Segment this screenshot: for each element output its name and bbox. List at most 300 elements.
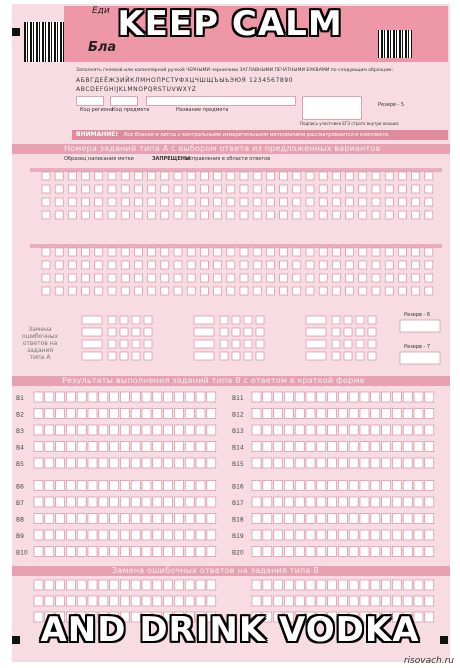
b-answer-cell (403, 409, 412, 419)
b-answer-cell (120, 409, 129, 419)
b-answer-cell (207, 497, 216, 507)
b-answer-cell (295, 409, 304, 419)
answer-cell (319, 248, 327, 256)
answer-cell (253, 287, 261, 295)
answer-cell (398, 211, 406, 219)
replace-cell (232, 340, 240, 348)
replace-cell (220, 328, 228, 336)
answer-cell (42, 287, 50, 295)
b-replace-cell (196, 596, 205, 606)
replace-cell (144, 316, 152, 324)
b-answer-cell (34, 514, 43, 524)
b-answer-cell (403, 425, 412, 435)
answer-cell (412, 211, 420, 219)
header-top-text: Еди (92, 6, 110, 16)
answer-cell (266, 211, 274, 219)
b-answer-cell (66, 392, 75, 402)
b-answer-cell (274, 442, 283, 452)
b-replace-cell (306, 596, 315, 606)
replace-cell (368, 340, 376, 348)
answer-cell (306, 211, 314, 219)
answer-cell (187, 211, 195, 219)
answer-cell (121, 248, 129, 256)
b-replace-cell (45, 580, 54, 590)
b-answer-cell (403, 497, 412, 507)
answer-cell (200, 287, 208, 295)
answer-cell (372, 287, 380, 295)
answer-cell (68, 211, 76, 219)
b-answer-cell (153, 547, 162, 557)
answer-cell (398, 287, 406, 295)
answer-cell (253, 211, 261, 219)
b-answer-cell (110, 442, 119, 452)
answer-cell (319, 287, 327, 295)
answer-cell (148, 172, 156, 180)
b-answer-cell (45, 458, 54, 468)
b-answer-cell (164, 458, 173, 468)
b-answer-cell (360, 497, 369, 507)
answer-cell (68, 172, 76, 180)
answer-cell (280, 248, 288, 256)
answer-cell (280, 261, 288, 269)
b-answer-cell (131, 409, 140, 419)
b-replace-cell (284, 580, 293, 590)
b-answer-cell (263, 458, 272, 468)
replace-cell (132, 340, 140, 348)
answer-cell (332, 274, 340, 282)
answer-cell (306, 287, 314, 295)
b-answer-cell (360, 392, 369, 402)
b-answer-cell (66, 497, 75, 507)
answer-cell (372, 261, 380, 269)
b-answer-cell (284, 458, 293, 468)
b-answer-cell (252, 458, 261, 468)
b-answer-cell (252, 409, 261, 419)
b-answer-cell (338, 530, 347, 540)
b-answer-cell (99, 392, 108, 402)
b-answer-cell (328, 425, 337, 435)
reserve6-label: Резерв - 6 (404, 312, 431, 318)
b-answer-cell (306, 409, 315, 419)
answer-cell (42, 198, 50, 206)
answer-cell (412, 261, 420, 269)
b-answer-cell (252, 392, 261, 402)
replace-cell (356, 352, 364, 360)
b-answer-cell (349, 425, 358, 435)
answer-cell (240, 261, 248, 269)
answer-cell (346, 274, 354, 282)
answer-cell (214, 211, 222, 219)
answer-cell (134, 172, 142, 180)
b-answer-cell (142, 458, 151, 468)
b-answer-cell (295, 514, 304, 524)
b-answer-cell (414, 409, 423, 419)
replace-number-box (306, 316, 326, 324)
b-answer-cell (88, 392, 97, 402)
b-answer-cell (164, 442, 173, 452)
b-answer-cell (185, 425, 194, 435)
b-answer-cell (382, 409, 391, 419)
b-answer-cell (382, 442, 391, 452)
answer-cell (425, 248, 433, 256)
answer-cell (306, 261, 314, 269)
b-replace-cell (131, 580, 140, 590)
b-row-label: B3 (16, 428, 24, 435)
reserve7-box (400, 352, 440, 364)
b-answer-cell (142, 481, 151, 491)
b-answer-cell (45, 514, 54, 524)
b-answer-cell (164, 547, 173, 557)
replace-cell (356, 340, 364, 348)
b-replace-cell (66, 580, 75, 590)
b-answer-cell (88, 497, 97, 507)
b-answer-cell (317, 442, 326, 452)
b-answer-cell (66, 425, 75, 435)
b-replace-cell (77, 580, 86, 590)
b-answer-cell (371, 392, 380, 402)
replace-number-box (194, 340, 214, 348)
region-code-label: Код региона (80, 107, 114, 113)
b-answer-cell (403, 547, 412, 557)
b-answer-cell (142, 442, 151, 452)
replace-cell (356, 328, 364, 336)
answer-cell (121, 274, 129, 282)
b-answer-cell (252, 442, 261, 452)
b-replace-cell (252, 596, 261, 606)
b-answer-cell (284, 514, 293, 524)
answer-cell (55, 274, 63, 282)
b-answer-cell (66, 458, 75, 468)
answer-cell (293, 198, 301, 206)
b-answer-cell (131, 547, 140, 557)
b-answer-cell (131, 481, 140, 491)
b-answer-cell (77, 409, 86, 419)
answer-cell (200, 172, 208, 180)
watermark: risovach.ru (403, 656, 454, 666)
b-answer-cell (349, 458, 358, 468)
b-answer-cell (77, 425, 86, 435)
b-replace-cell (263, 580, 272, 590)
answer-cell (240, 211, 248, 219)
answer-cell (174, 261, 182, 269)
b-answer-cell (142, 425, 151, 435)
answer-cell (134, 261, 142, 269)
b-answer-cell (414, 392, 423, 402)
b-answer-cell (185, 458, 194, 468)
b-answer-cell (317, 547, 326, 557)
b-answer-cell (207, 547, 216, 557)
answer-cell (200, 211, 208, 219)
b-answer-cell (317, 481, 326, 491)
b-answer-cell (153, 481, 162, 491)
b-row-label: B12 (232, 411, 244, 419)
b-answer-cell (196, 458, 205, 468)
b-answer-cell (274, 458, 283, 468)
b-answer-cell (328, 458, 337, 468)
b-answer-cell (306, 392, 315, 402)
warning-text: Все бланки и листы с контрольными измерительными материалами рассматриваются в комплекте. (124, 132, 390, 138)
b-answer-cell (263, 392, 272, 402)
b-answer-cell (425, 425, 434, 435)
b-answer-cell (196, 530, 205, 540)
b-answer-cell (153, 530, 162, 540)
answer-cell (293, 185, 301, 193)
b-answer-cell (382, 392, 391, 402)
b-answer-cell (284, 425, 293, 435)
answer-cell (266, 261, 274, 269)
b-answer-cell (317, 514, 326, 524)
b-answer-cell (207, 425, 216, 435)
answer-cell (240, 172, 248, 180)
answer-cell (121, 211, 129, 219)
b-row-label: B8 (16, 516, 24, 524)
b-answer-cell (425, 497, 434, 507)
b-row-label: B4 (16, 444, 24, 452)
b-replace-cell (207, 596, 216, 606)
b-answer-cell (66, 442, 75, 452)
answer-cell (227, 185, 235, 193)
answer-cell (412, 274, 420, 282)
b-answer-cell (371, 425, 380, 435)
answer-cell (161, 261, 169, 269)
replace-cell (120, 340, 128, 348)
b-answer-cell (295, 547, 304, 557)
reserve7-label: Резерв - 7 (404, 344, 431, 350)
b-answer-cell (295, 458, 304, 468)
b-answer-cell (120, 547, 129, 557)
answer-cell (134, 248, 142, 256)
answer-cell (187, 274, 195, 282)
b-answer-cell (360, 514, 369, 524)
b-answer-cell (414, 514, 423, 524)
b-answer-cell (263, 442, 272, 452)
replace-number-box (194, 328, 214, 336)
b-answer-cell (425, 458, 434, 468)
b-answer-cell (338, 497, 347, 507)
meme-bottom-caption: AND DRINK VODKA (40, 610, 420, 650)
b-answer-cell (306, 442, 315, 452)
b-answer-cell (392, 409, 401, 419)
b-answer-cell (110, 530, 119, 540)
b-answer-cell (142, 547, 151, 557)
b-answer-cell (349, 514, 358, 524)
b-row-label: B20 (232, 549, 244, 557)
answer-cell (319, 185, 327, 193)
answer-cell (346, 261, 354, 269)
b-replace-cell (338, 596, 347, 606)
b-answer-cell (284, 530, 293, 540)
b-answer-cell (263, 481, 272, 491)
b-answer-cell (196, 547, 205, 557)
b-answer-cell (414, 547, 423, 557)
answer-cell (55, 248, 63, 256)
b-answer-cell (164, 392, 173, 402)
answer-cell (174, 198, 182, 206)
answer-cell (425, 274, 433, 282)
section-b-title: Результаты выполнения заданий типа В с ответом в краткой форме (62, 376, 365, 385)
grid-header-strip (30, 168, 442, 172)
b-answer-cell (142, 392, 151, 402)
b-answer-cell (34, 442, 43, 452)
replace-cell (332, 328, 340, 336)
replace-number-box (306, 328, 326, 336)
b-replace-cell (185, 596, 194, 606)
b-answer-cell (174, 409, 183, 419)
answer-cell (68, 261, 76, 269)
b-row-label: B7 (16, 500, 24, 507)
b-answer-cell (207, 442, 216, 452)
b-answer-cell (153, 514, 162, 524)
replace-cell (368, 328, 376, 336)
b-answer-cell (274, 547, 283, 557)
b-answer-cell (120, 442, 129, 452)
b-answer-cell (317, 530, 326, 540)
b-answer-cell (88, 514, 97, 524)
answer-cell (280, 172, 288, 180)
answer-cell (148, 261, 156, 269)
answer-cell (42, 172, 50, 180)
b-answer-cell (45, 497, 54, 507)
answer-cell (306, 198, 314, 206)
replace-cell (256, 352, 264, 360)
b-answer-cell (414, 442, 423, 452)
b-answer-cell (263, 547, 272, 557)
b-answer-cell (56, 409, 65, 419)
b-answer-cell (174, 530, 183, 540)
b-answer-cell (371, 497, 380, 507)
answer-cell (161, 211, 169, 219)
replace-cell (232, 316, 240, 324)
b-answer-cell (328, 442, 337, 452)
replace-cell (108, 328, 116, 336)
answer-cell (385, 198, 393, 206)
b-answer-cell (34, 392, 43, 402)
answer-cell (95, 287, 103, 295)
b-answer-cell (99, 442, 108, 452)
b-answer-cell (77, 530, 86, 540)
b-answer-cell (360, 442, 369, 452)
b-answer-cell (306, 497, 315, 507)
b-answer-cell (371, 458, 380, 468)
b-replace-cell (425, 580, 434, 590)
answer-cell (95, 274, 103, 282)
b-answer-cell (153, 442, 162, 452)
b-answer-cell (252, 497, 261, 507)
answer-cell (346, 198, 354, 206)
answer-cell (95, 248, 103, 256)
answer-cell (214, 172, 222, 180)
answer-cell (214, 287, 222, 295)
answer-cell (240, 274, 248, 282)
b-answer-cell (317, 497, 326, 507)
b-answer-cell (185, 409, 194, 419)
b-answer-cell (110, 514, 119, 524)
b-answer-cell (142, 497, 151, 507)
answer-cell (187, 198, 195, 206)
b-answer-cell (120, 458, 129, 468)
answer-cell (134, 198, 142, 206)
b-answer-cell (131, 442, 140, 452)
answer-cell (108, 185, 116, 193)
b-answer-cell (338, 409, 347, 419)
b-answer-cell (403, 514, 412, 524)
b-answer-cell (414, 530, 423, 540)
answer-cell (398, 274, 406, 282)
b-replace-cell (274, 596, 283, 606)
replace-cell (368, 316, 376, 324)
answer-cell (359, 172, 367, 180)
b-answer-cell (392, 425, 401, 435)
b-replace-cell (110, 596, 119, 606)
b-answer-cell (174, 442, 183, 452)
b-answer-cell (174, 497, 183, 507)
b-answer-cell (77, 514, 86, 524)
meme-top-caption: KEEP CALM (117, 4, 343, 44)
answer-cell (293, 172, 301, 180)
b-answer-cell (349, 497, 358, 507)
b-answer-cell (371, 481, 380, 491)
answer-cell (227, 172, 235, 180)
replace-cell (108, 340, 116, 348)
b-answer-cell (360, 425, 369, 435)
b-answer-cell (328, 547, 337, 557)
b-answer-cell (164, 497, 173, 507)
b-answer-cell (99, 547, 108, 557)
b-answer-cell (174, 458, 183, 468)
b-answer-cell (252, 530, 261, 540)
b-replace-cell (56, 580, 65, 590)
b-replace-cell (284, 596, 293, 606)
answer-cell (134, 211, 142, 219)
b-answer-cell (338, 547, 347, 557)
answer-cell (385, 185, 393, 193)
answer-cell (148, 211, 156, 219)
b-answer-cell (414, 425, 423, 435)
b-answer-cell (252, 481, 261, 491)
answer-cell (68, 274, 76, 282)
answer-cell (82, 198, 90, 206)
replace-cell (144, 352, 152, 360)
replace-cell (144, 340, 152, 348)
answer-cell (425, 185, 433, 193)
answer-cell (319, 261, 327, 269)
b-answer-cell (66, 481, 75, 491)
answer-cell (266, 185, 274, 193)
answer-cell (293, 211, 301, 219)
answer-cell (412, 248, 420, 256)
b-replace-cell (77, 596, 86, 606)
answer-cell (174, 211, 182, 219)
b-answer-cell (306, 425, 315, 435)
b-answer-cell (34, 481, 43, 491)
b-answer-cell (392, 442, 401, 452)
b-replace-cell (349, 580, 358, 590)
replace-cell (256, 340, 264, 348)
b-replace-cell (263, 596, 272, 606)
answer-cell (359, 185, 367, 193)
replace-cell (232, 328, 240, 336)
answer-cell (319, 274, 327, 282)
b-replace-cell (274, 580, 283, 590)
b-answer-cell (164, 514, 173, 524)
b-answer-cell (185, 547, 194, 557)
b-answer-cell (34, 425, 43, 435)
b-answer-cell (414, 497, 423, 507)
b-answer-cell (306, 481, 315, 491)
b-replace-cell (45, 596, 54, 606)
b-answer-cell (425, 442, 434, 452)
b-answer-cell (371, 530, 380, 540)
